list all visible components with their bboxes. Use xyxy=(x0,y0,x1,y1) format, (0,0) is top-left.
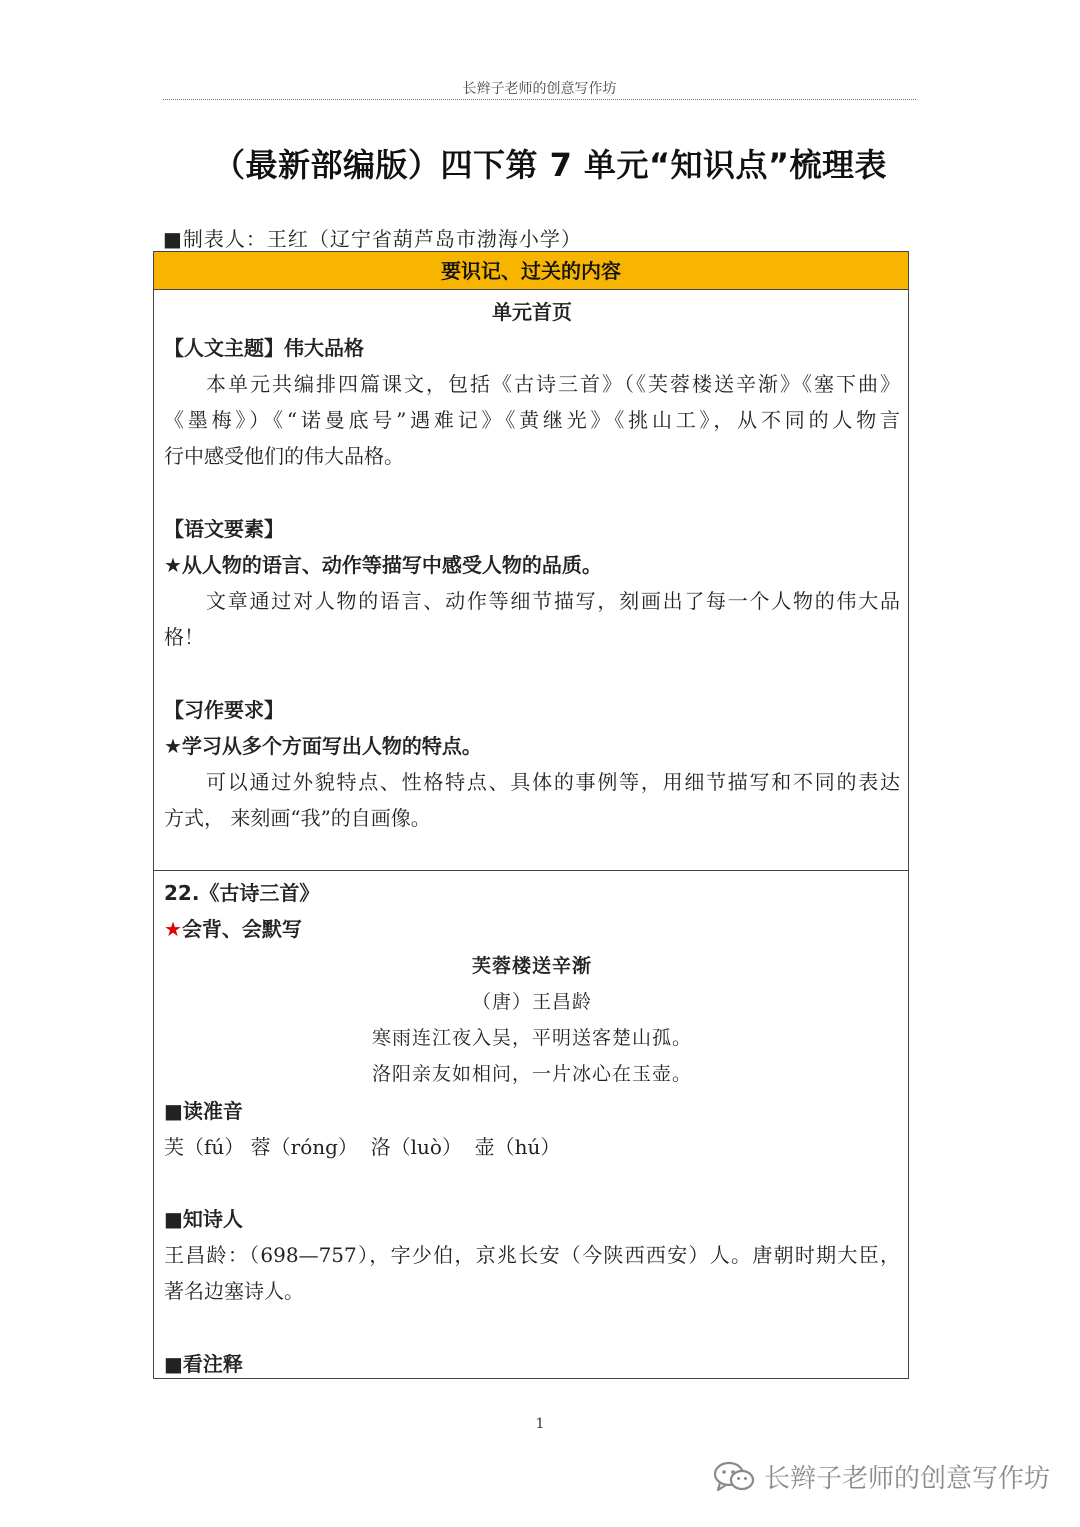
element-line: 格！ xyxy=(164,625,204,649)
poem-title: 芙蓉楼送辛渐 xyxy=(471,955,592,977)
recite-text: 会背、会默写 xyxy=(181,917,302,941)
theme-line: 行中感受他们的伟大品格。 xyxy=(164,444,404,468)
lesson-title: 22.《古诗三首》 xyxy=(164,881,320,905)
watermark-text: 长辫子老师的创意写作坊 xyxy=(763,1464,1050,1494)
writing-label: 【习作要求】 xyxy=(164,698,284,722)
document-title: （最新部编版）四下第 7 单元“知识点”梳理表 xyxy=(212,146,888,184)
poem-author: （唐）王昌龄 xyxy=(471,991,592,1013)
theme-line: 《墨梅》）《“诺曼底号”遇难记》《黄继光》《挑山工》，从不同的人物言 xyxy=(164,408,900,432)
table-header: 要识记、过关的内容 xyxy=(154,252,908,290)
notes-label: ■看注释 xyxy=(164,1352,243,1376)
theme-line: 本单元共编排四篇课文，包括《古诗三首》（《芙蓉楼送辛渐》《塞下曲》 xyxy=(206,372,900,396)
writing-line: 方式， 来刻画“我”的自画像。 xyxy=(164,806,431,830)
poet-line: 王昌龄：（698—757），字少伯，京兆长安（今陕西西安）人。唐朝时期大臣， xyxy=(164,1243,900,1267)
recite-requirement xyxy=(164,911,900,947)
writing-line: 可以通过外貌特点、性格特点、具体的事例等，用细节描写和不同的表达 xyxy=(206,770,900,794)
header-divider xyxy=(163,99,916,100)
pronounce-text: 芙（fú） 蓉（róng） 洛（luò） 壶（hú） xyxy=(164,1135,561,1159)
writing-point: ★学习从多个方面写出人物的特点。 xyxy=(164,734,482,758)
knowledge-table xyxy=(153,251,909,1379)
author-line: ■制表人：王红（辽宁省葫芦岛市渤海小学） xyxy=(163,227,582,251)
poem-line: 洛阳亲友如相问，一片冰心在玉壶。 xyxy=(371,1063,692,1085)
poem-line: 寒雨连江夜入吴，平明送客楚山孤。 xyxy=(371,1027,692,1049)
page-number: 1 xyxy=(535,1416,545,1432)
section-title: 单元首页 xyxy=(492,300,572,324)
wechat-icon xyxy=(712,1460,756,1494)
row-divider xyxy=(154,870,908,871)
star-icon: ★ xyxy=(164,917,182,941)
theme-label: 【人文主题】伟大品格 xyxy=(164,336,364,360)
watermark xyxy=(712,1458,1050,1495)
poet-label: ■知诗人 xyxy=(164,1207,243,1231)
element-line: 文章通过对人物的语言、动作等细节描写，刻画出了每一个人物的伟大品 xyxy=(206,589,900,613)
pronounce-label: ■读准音 xyxy=(164,1099,243,1123)
element-label: 【语文要素】 xyxy=(164,517,284,541)
poet-line: 著名边塞诗人。 xyxy=(164,1279,304,1303)
page-header: 长辫子老师的创意写作坊 xyxy=(462,81,617,97)
element-point: ★从人物的语言、动作等描写中感受人物的品质。 xyxy=(164,553,602,577)
